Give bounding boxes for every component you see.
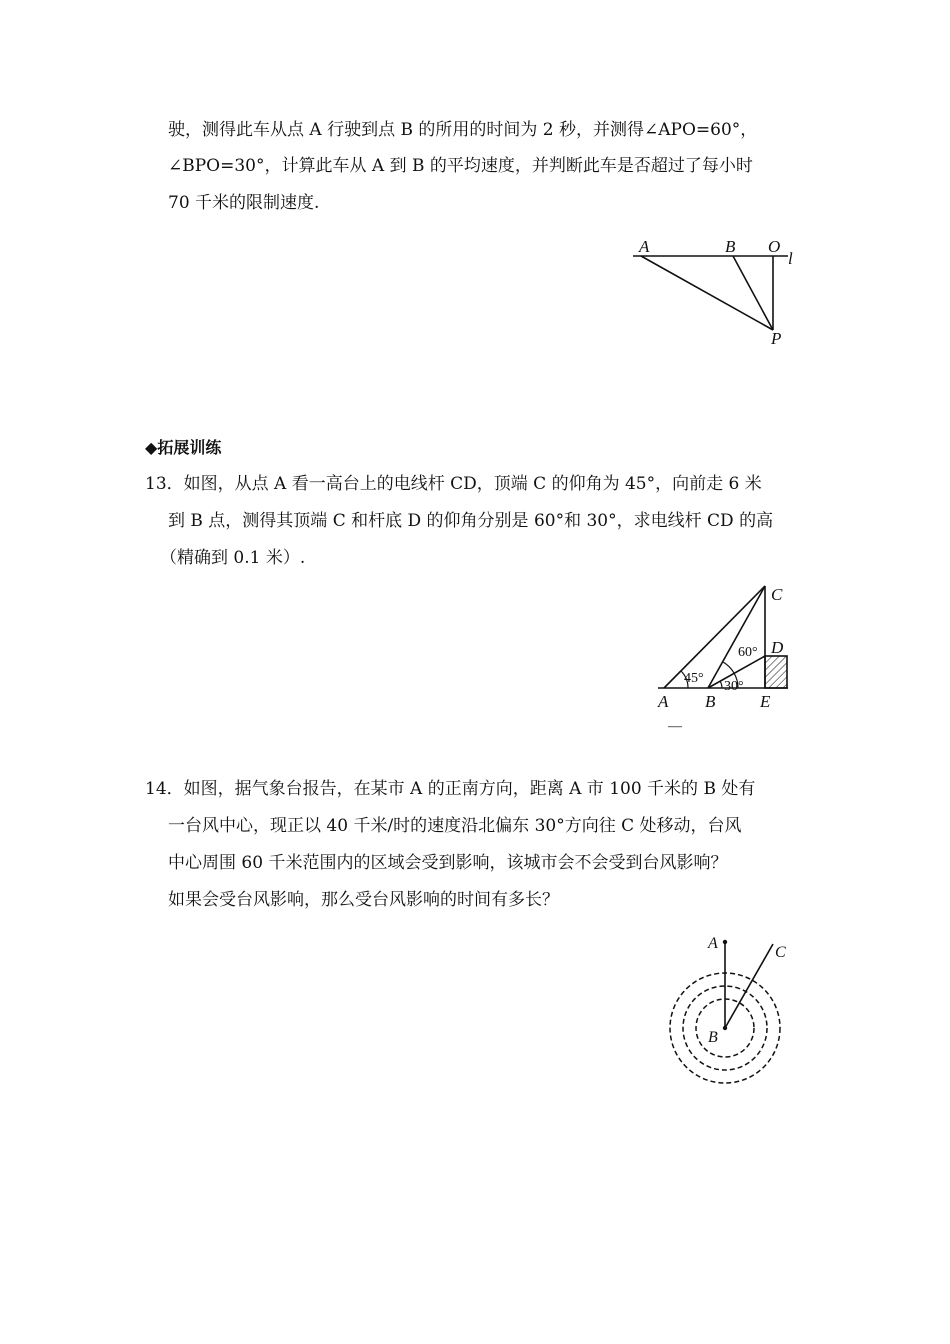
angle-45-label: 45° xyxy=(684,671,704,686)
problem14-line-4: 如果会受台风影响，那么受台风影响的时间有多长？ xyxy=(168,890,559,910)
stray-dash: — xyxy=(668,719,682,734)
problem13-line-3: （精确到 0.1 米）. xyxy=(160,548,306,568)
problem12-line-1: 驶，测得此车从点 A 行驶到点 B 的所用的时间为 2 秒，并测得∠APO=60°， xyxy=(168,120,758,140)
label-A: A xyxy=(658,692,669,711)
problem14-line-1: 14．如图，据气象台报告，在某市 A 的正南方向，距离 A 市 100 千米的 B 处有 xyxy=(145,779,756,799)
label-C: C xyxy=(775,944,786,961)
point-A xyxy=(723,940,727,944)
label-B: B xyxy=(708,1029,718,1046)
problem13-figure xyxy=(650,580,800,734)
angle-30-label: 30° xyxy=(724,679,744,694)
problem13-line-2: 到 B 点，测得其顶端 C 和杆底 D 的仰角分别是 60°和 30°，求电线杆 CD 的高 xyxy=(168,511,774,531)
problem14-line-3: 中心周围 60 千米范围内的区域会受到影响，该城市会不会受到台风影响？ xyxy=(168,853,728,873)
problem13-line-1: 13．如图，从点 A 看一高台上的电线杆 CD，顶端 C 的仰角为 45°，向前走 6 米 xyxy=(145,474,762,494)
arc-30 xyxy=(720,681,722,688)
problem12-line-2: ∠BPO=30°，计算此车从 A 到 B 的平均速度，并判断此车是否超过了每小时 xyxy=(168,156,753,176)
label-O: O xyxy=(768,237,781,256)
platform-hatched xyxy=(765,656,787,688)
label-A: A xyxy=(639,237,650,256)
section-title: 拓展训练 xyxy=(157,438,222,457)
label-B: B xyxy=(725,237,736,256)
segment-AC xyxy=(664,586,765,688)
label-l: l xyxy=(788,249,793,268)
angle-60-label: 60° xyxy=(738,645,758,660)
point-B xyxy=(723,1026,727,1030)
label-C: C xyxy=(771,585,783,604)
problem14-line-2: 一台风中心，现正以 40 千米/时的速度沿北偏东 30°方向往 C 处移动，台风 xyxy=(168,816,742,836)
diamond-icon: ◆ xyxy=(145,438,158,457)
problem12-figure xyxy=(625,232,825,352)
label-P: P xyxy=(771,329,782,348)
label-D: D xyxy=(771,638,784,657)
section-heading xyxy=(145,436,221,460)
label-B: B xyxy=(705,692,716,711)
problem14-figure xyxy=(660,928,800,1093)
label-E: E xyxy=(760,692,771,711)
label-A: A xyxy=(708,935,718,952)
problem12-line-3: 70 千米的限制速度. xyxy=(168,193,320,213)
